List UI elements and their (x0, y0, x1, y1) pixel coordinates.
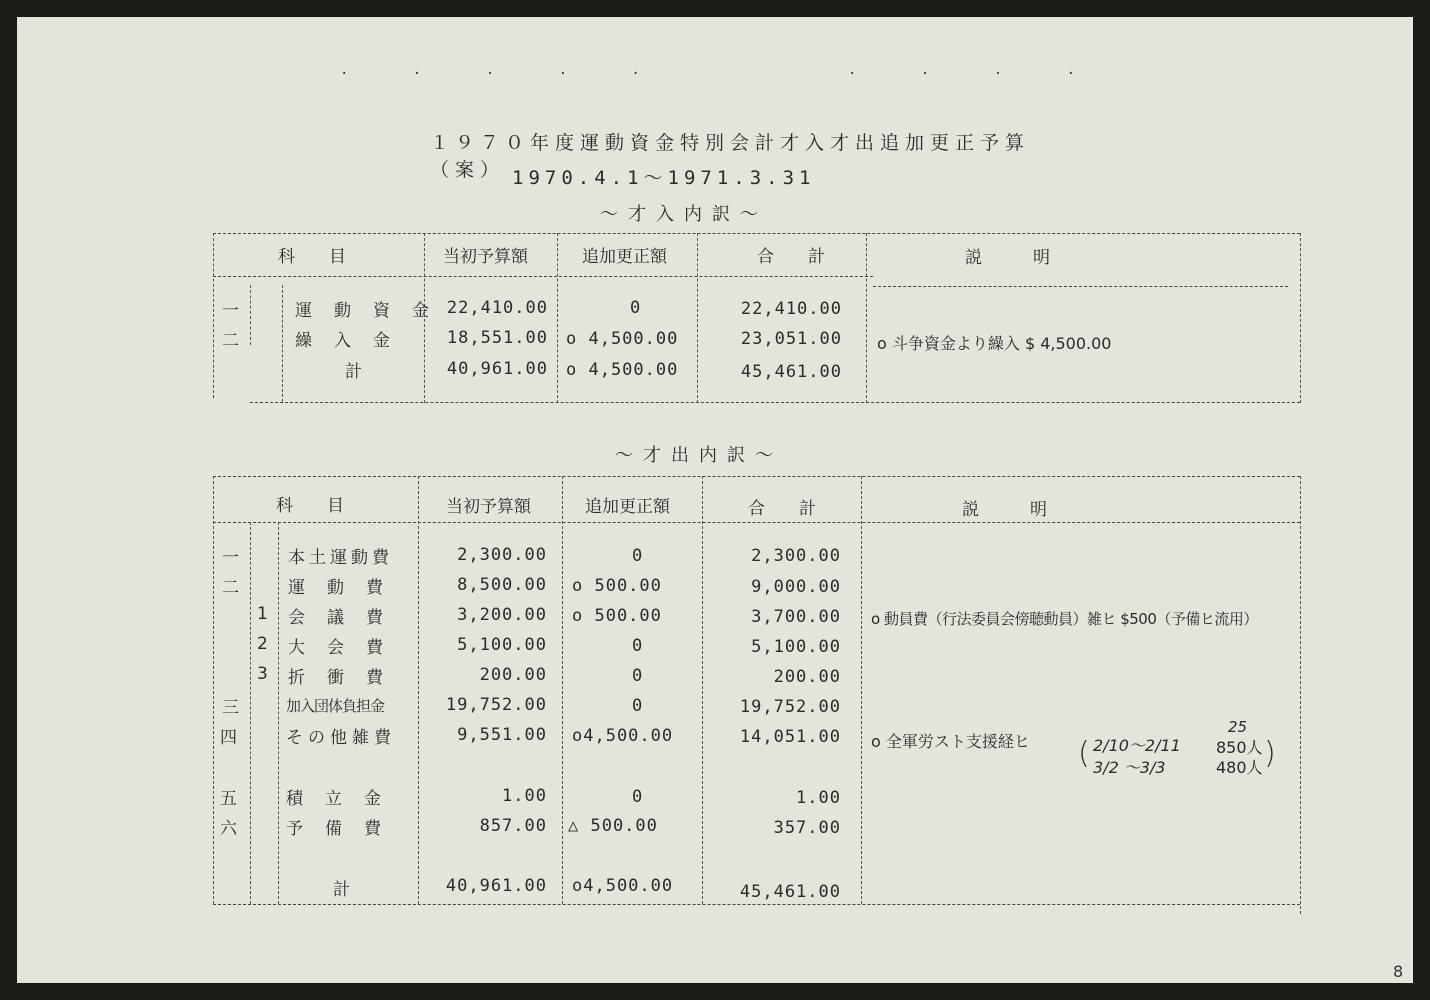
expenditure-row-no: 一 (222, 548, 239, 568)
expenditure-row-name: 予備費 (286, 819, 403, 839)
handwritten-correction: 25 (1228, 718, 1248, 736)
revenue-row-explanation: o 斗争資金より繰入 $ 4,500.00 (877, 334, 1112, 353)
revenue-header-rule-right (873, 286, 1288, 287)
punch-marks-right: · · · · (848, 66, 1104, 82)
right-paren-glyph: ) (1264, 736, 1276, 771)
left-paren-glyph: ( (1078, 736, 1090, 771)
revenue-header-rule (213, 276, 873, 277)
revenue-border-right (1300, 233, 1301, 403)
revenue-top-rule (213, 233, 1300, 234)
revenue-row-total: 22,410.00 (740, 299, 842, 319)
expenditure-row-revision: 0 (632, 636, 644, 656)
expenditure-row-name: 運動費 (288, 578, 405, 598)
expenditure-row-name: 加入団体負担金 (286, 697, 385, 715)
expenditure-row-initial: 1.00 (502, 786, 547, 806)
revenue-col-initial: 当初予算額 (443, 247, 528, 267)
expenditure-top-rule (213, 476, 1300, 477)
revenue-col-explanation: 説 明 (965, 248, 1050, 268)
expenditure-row-initial: 200.00 (479, 665, 547, 685)
revenue-col-subject: 科 目 (278, 247, 346, 267)
expenditure-row-no: 二 (222, 578, 239, 598)
expenditure-row-name: その他雑費 (286, 728, 396, 748)
revenue-total-label: 計 (345, 362, 362, 382)
budget-period: 1970.4.1～1971.3.31 (512, 167, 816, 189)
revenue-divider (282, 285, 283, 402)
expenditure-border-left (213, 476, 214, 904)
expenditure-row-revision: 0 (632, 696, 644, 716)
expenditure-row-total: 357.00 (773, 818, 841, 838)
expenditure-row-name: 積立金 (286, 789, 403, 809)
revenue-row-revision: o 4,500.00 (566, 329, 679, 349)
expenditure-col-initial: 当初予算額 (446, 497, 531, 517)
revenue-divider (557, 233, 558, 403)
expenditure-row-total: 3,700.00 (751, 607, 841, 627)
expenditure-row-name: 折衝費 (288, 668, 405, 688)
revenue-col-total: 合 計 (757, 247, 825, 267)
revenue-total-initial: 40,961.00 (446, 359, 548, 379)
expenditure-row-initial: 5,100.00 (457, 635, 547, 655)
revenue-row-name: 繰入金 (295, 331, 412, 351)
page-number: 8 (1393, 962, 1404, 981)
revenue-row-name: 運動資金 (295, 301, 451, 321)
expenditure-row-sub: 1 (257, 604, 268, 624)
strike-count-2: 480人 (1216, 758, 1263, 777)
expenditure-border-right (1300, 476, 1301, 914)
expenditure-row-total: 1.00 (796, 788, 841, 808)
revenue-col-revision: 追加更正額 (582, 247, 667, 267)
expenditure-row-total: 9,000.00 (751, 577, 841, 597)
expenditure-col-revision: 追加更正額 (585, 497, 670, 517)
expenditure-row-no: 三 (222, 698, 239, 718)
expenditure-note-meeting: o 動員費（行法委員会傍聴動員）雑ヒ $500（予備ヒ流用） (871, 610, 1258, 628)
expenditure-col-subject: 科 目 (276, 496, 344, 516)
expenditure-row-total: 14,051.00 (739, 727, 841, 747)
revenue-divider (697, 233, 698, 403)
expenditure-total-revision: o4,500.00 (572, 876, 674, 896)
expenditure-row-initial: 8,500.00 (457, 575, 547, 595)
revenue-row-revision: 0 (630, 298, 642, 318)
expenditure-row-revision: o 500.00 (572, 606, 662, 626)
revenue-row-initial: 18,551.00 (446, 328, 548, 348)
revenue-total-total: 45,461.00 (740, 362, 842, 382)
expenditure-row-initial: 9,551.00 (457, 725, 547, 745)
expenditure-row-initial: 19,752.00 (445, 695, 547, 715)
expenditure-col-explanation: 説 明 (962, 500, 1047, 520)
revenue-total-revision: o 4,500.00 (566, 360, 679, 380)
revenue-row-no: 一 (222, 301, 239, 321)
expenditure-heading: ～才出内訳～ (615, 445, 783, 466)
expenditure-row-total: 2,300.00 (751, 546, 841, 566)
expenditure-row-sub: 3 (257, 664, 268, 684)
expenditure-note-misc: o 全軍労スト支援経ヒ (871, 732, 1030, 751)
expenditure-row-name: 会議費 (288, 608, 405, 628)
strike-dates-1: 2/10～2/11 (1093, 736, 1181, 755)
expenditure-header-rule (213, 522, 1300, 523)
strike-count-1: 850人 (1216, 738, 1263, 757)
revenue-row-no: 二 (222, 331, 239, 351)
expenditure-divider (278, 522, 279, 904)
expenditure-row-initial: 2,300.00 (457, 545, 547, 565)
revenue-divider (866, 233, 867, 403)
expenditure-row-total: 200.00 (773, 667, 841, 687)
expenditure-row-name: 大会費 (288, 638, 405, 658)
expenditure-divider (250, 522, 251, 904)
expenditure-row-revision: △ 500.00 (568, 816, 658, 836)
expenditure-row-sub: 2 (257, 634, 268, 654)
expenditure-total-label: 計 (333, 880, 350, 900)
expenditure-divider (562, 476, 563, 904)
expenditure-divider (861, 476, 862, 904)
expenditure-divider (702, 476, 703, 904)
revenue-row-initial: 22,410.00 (446, 298, 548, 318)
revenue-row-total: 23,051.00 (740, 329, 842, 349)
expenditure-row-name: 本土運動費 (288, 548, 393, 568)
expenditure-total-total: 45,461.00 (739, 882, 841, 902)
revenue-border-left (213, 233, 214, 398)
expenditure-row-revision: 0 (632, 666, 644, 686)
expenditure-row-revision: 0 (632, 787, 644, 807)
expenditure-row-no: 五 (220, 789, 237, 809)
expenditure-total-initial: 40,961.00 (445, 876, 547, 896)
revenue-bottom-rule (250, 402, 1300, 403)
expenditure-row-total: 19,752.00 (739, 697, 841, 717)
expenditure-row-total: 5,100.00 (751, 637, 841, 657)
expenditure-row-no: 四 (220, 728, 237, 748)
revenue-divider (250, 285, 251, 345)
expenditure-row-revision: 0 (632, 546, 644, 566)
expenditure-row-initial: 857.00 (479, 816, 547, 836)
expenditure-row-initial: 3,200.00 (457, 605, 547, 625)
expenditure-row-revision: o4,500.00 (572, 726, 674, 746)
expenditure-bottom-rule (213, 904, 1300, 905)
expenditure-row-revision: o 500.00 (572, 576, 662, 596)
document-title: １９７０年度運動資金特別会計才入才出追加更正予算（案） (430, 132, 1031, 181)
strike-dates-2: 3/2 ～3/3 (1093, 758, 1166, 777)
revenue-heading: ～才入内訳～ (600, 204, 768, 225)
punch-marks-left: · · · · · (340, 66, 668, 82)
expenditure-divider (418, 476, 419, 904)
expenditure-row-no: 六 (220, 819, 237, 839)
expenditure-col-total: 合 計 (748, 499, 816, 519)
